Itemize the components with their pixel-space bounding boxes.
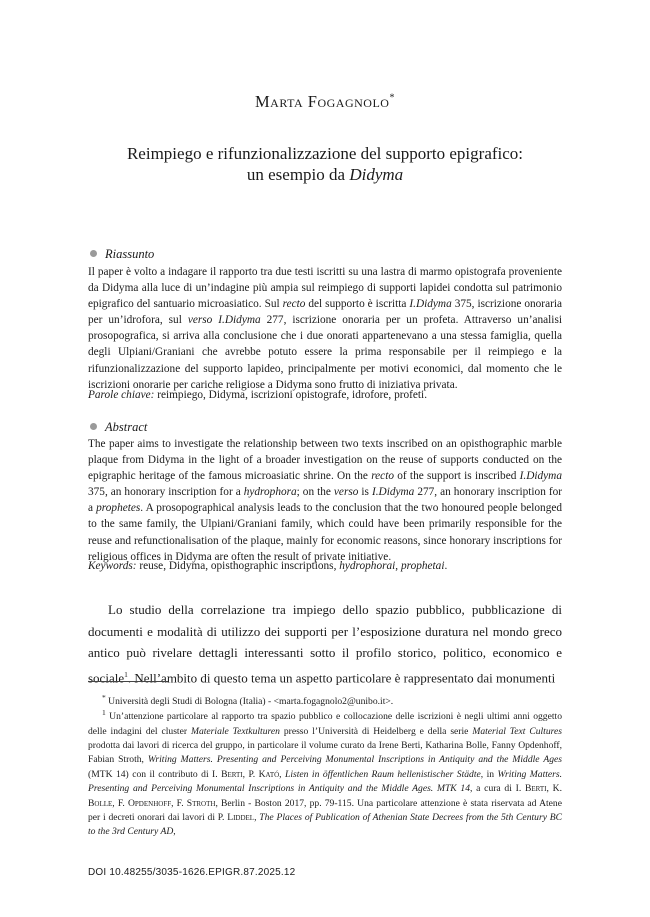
article-title <box>60 143 590 185</box>
riassunto-heading: Riassunto <box>90 247 154 262</box>
body-paragraph: Lo studio della correlazione tra impiego dello spazio pubblico, pubblicazione di documenti e modalità di utilizzo dei supporti per l’esposizione duratura nel mondo greco antico può rivelare dettagli interessanti sotto il profilo storico, politico, economico e sociale$^1$. Nell’ambito di questo tema un aspetto particolare è rappresentato dai monumenti <box>88 602 562 685</box>
abstract-heading: Abstract <box>90 420 147 435</box>
footnote-ref-1[interactable]: 1 <box>124 669 128 679</box>
bullet-icon <box>90 250 97 257</box>
footnote-divider <box>88 681 168 682</box>
abstract-keywords: Keywords: reuse, Didyma, opisthographic inscriptions, hydrophorai, prophetai. <box>88 560 448 572</box>
author-name: Marta Fogagnolo* <box>255 92 395 111</box>
abstract-text: The paper aims to investigate the relationship between two texts inscribed on an opisthographic marble plaque from Didyma in the light of a broader investigation on the reuse of supports conducted on the epigraphic heritage of the famous microasiatic shrine. On the recto of the support is inscribed I.Didyma 375, an honorary inscription for a hydrophora; on the verso is I.Didyma 277, an honorary inscription for a prophetes. A prosopographical analysis leads to the conclusion that the two honoured people belonged to the same family, the Ulpiani/Graniani family, which could have been primarily responsible for the reuse and refunctionalisation of the plaque, mainly for economic reasons, since honorary inscriptions for religious offices in Didyma are often the result of private initiative. <box>88 438 563 563</box>
author-footnote-mark: * <box>389 92 395 104</box>
riassunto-keywords: Parole chiave: reimpiego, Didyma, iscrizioni opistografe, idrofore, profeti. <box>88 389 428 401</box>
title-line-2: un esempio da Didyma <box>246 165 404 184</box>
riassunto-text: Il paper è volto a indagare il rapporto tra due testi iscritti su una lastra di marmo opistografa proveniente da Didyma alla luce di un’indagine più ampia sul reimpiego di supporti lapidei condotta sul patrimonio epigrafico del santuario microasiatico. Sul recto del supporto è iscritta I.Didyma 375, iscrizione onoraria per un’idrofora, sul verso I.Didyma 277, iscrizione onoraria per un profeta. Attraverso un’analisi prosopografica, si arriva alla conclusione che i due onorati appartenevano a una stessa famiglia, quella degli Ulpiani/Graniani che avrebbe potuto essere la prima responsabile per il reimpiego e la rifunzionalizzazione del supporto lapideo, principalmente per motivi economici, dal momento che le iscrizioni onorarie per cariche religiose a Didyma sono frutto di iniziativa privata. <box>88 266 562 391</box>
bullet-icon <box>90 423 97 430</box>
footnote-affiliation: * Università degli Studi di Bologna (Italia) - <marta.fogagnolo2@unibo.it>. <box>102 693 394 708</box>
footnote-1: $^1$ Un’attenzione particolare al rapporto tra spazio pubblico e collocazione delle iscrizioni è negli ultimi anni oggetto delle indagini del cluster Materiale Textkulturen presso l’Università di Heidelberg e della serie Material Text Cultures prodotta dai lavori di ricerca del gruppo, in particolare il volume curato da Irene Berti, Katharina Bolle, Fanny Opdenhoff, Fabian Stroth, Writing Matters. Presenting and Perceiving Monumental Inscriptions in Antiquity and the Middle Ages (MTK 14) con il contributo di I. Berti, P. Kató, Listen in öffentlichen Raum hellenistischer Städte, in Writing Matters. Presenting and Perceiving Monumental Inscriptions in Antiquity and the Middle Ages. MTK 14, a cura di I. Berti, K. Bolle, F. Opdenhoff, F. Stroth, Berlin - Boston 2017, pp. 79-115. Una particolare attenzione è stata riservata ad Atene per i decreti onorari dai lavori di P. Liddel, The Places of Publication of Athenian State Decrees from the 5th Century BC to the 3rd Century AD, <box>88 708 563 838</box>
title-line-1: Reimpiego e rifunzionalizzazione del supporto epigrafico: <box>126 144 524 163</box>
doi-identifier[interactable]: DOI 10.48255/3035-1626.EPIGR.87.2025.12 <box>88 867 296 878</box>
